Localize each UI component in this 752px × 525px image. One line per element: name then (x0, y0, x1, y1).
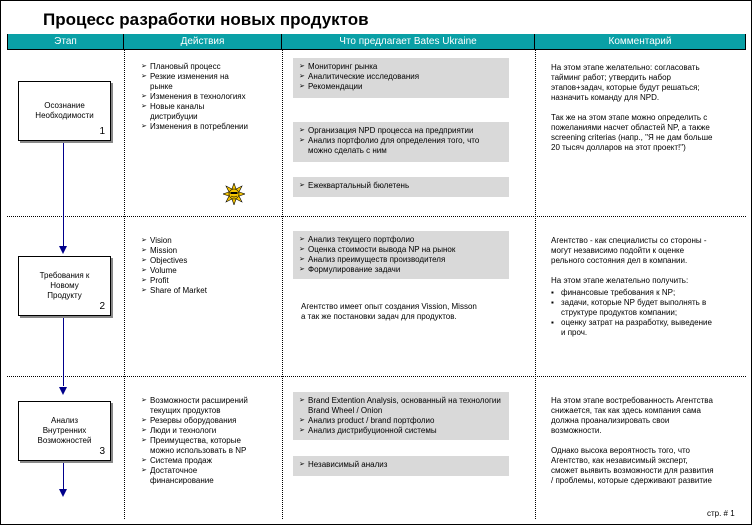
comment-text: На этом этапе желательно: согласовать тайминг работ; утвердить набор этапов+задач, которые будут решаться; назначить команду для NPD. (551, 63, 700, 102)
list-item: ➢ Анализ преимуществ производителя (299, 255, 505, 265)
actions-list-1 (141, 62, 251, 132)
header-divider (7, 49, 746, 50)
list-item: ➢ Рекомендации (299, 82, 505, 92)
offer-box (293, 392, 509, 440)
list-item: ➢ Возможности расширений текущих продуктов (141, 396, 253, 416)
actions-list-2 (141, 236, 261, 296)
comment-row-2 (551, 236, 716, 338)
comment-text: Агентство - как специалисты со стороны - могут независимо подойти к оценке рельного состояния дел в компании. (551, 236, 707, 265)
comment-row-1 (551, 63, 716, 163)
offer-box (293, 58, 509, 98)
page-number: стр. # 1 (707, 509, 735, 518)
list-item: ➢ Анализ дистрибуционной системы (299, 426, 505, 436)
comment-text: На этом этапе востребованность Агентства снижается, так как здесь компания сама должна проанализировать свои возможности. (551, 396, 713, 435)
list-item: ➢ Резервы оборудования (141, 416, 253, 426)
list-item: ➢ Система продаж (141, 456, 253, 466)
stage-label: Осознание Необходимости (35, 101, 94, 120)
list-item: ➢ Profit (141, 276, 261, 286)
list-item: ➢ Преимущества, которые можно использовать в NP (141, 436, 253, 456)
list-item: ➢ Objectives (141, 256, 261, 266)
offer-box (293, 122, 509, 162)
column-divider (535, 49, 536, 519)
comment-list (551, 288, 716, 338)
stage-box-2 (18, 256, 111, 316)
list-item: ▪ финансовые требования к NP; (551, 288, 716, 298)
stage-number: 3 (99, 446, 105, 457)
comment-text: Однако высока вероятность того, что Агентство, как независимый эксперт, сможет выявить возможности для развития / проблемы, которые сдерживают развитие (551, 446, 714, 485)
list-item: ➢ Изменения в потреблении (141, 122, 251, 132)
column-divider (124, 49, 125, 519)
list-item: ➢ Анализ product / brand портфолио (299, 416, 505, 426)
list-item: ➢ Volume (141, 266, 261, 276)
row-divider (7, 376, 746, 377)
list-item: ➢ Достаточное финансирование (141, 466, 253, 486)
list-item: ➢ Независимый анализ (299, 460, 505, 470)
comment-row-3 (551, 396, 716, 496)
list-item: ➢ Brand Extention Analysis, основанный на технологии Brand Wheel / Onion (299, 396, 505, 416)
stage-number: 2 (99, 301, 105, 312)
offer-box (293, 231, 509, 279)
header-stage: Этап (7, 34, 124, 49)
stage-label: Требования к Новому Продукту (39, 271, 90, 300)
list-item: ➢ Формулирование задачи (299, 265, 505, 275)
stage-number: 1 (99, 126, 105, 137)
list-item: ➢ Аналитические исследования (299, 72, 505, 82)
sun-icon (223, 183, 245, 205)
header-comment: Комментарий (535, 34, 746, 49)
row-divider (7, 216, 746, 217)
actions-list-3 (141, 396, 253, 486)
list-item: ➢ Mission (141, 246, 261, 256)
offer-box (293, 456, 509, 476)
page-title: Процесс разработки новых продуктов (43, 10, 369, 29)
arrow-down-icon (59, 246, 67, 254)
list-item: ➢ Организация NPD процесса на предприятии (299, 126, 505, 136)
stage-box-3 (18, 401, 111, 461)
list-item: ▪ задачи, которые NP будет выполнять в структуре продуктов компании; (551, 298, 716, 318)
comment-text: Так же на этом этапе можно определить с пожеланиями насчет областей NP, а также screening criterias (напр., "Я не дам больше 20 тысяч долларов на этот проект!") (551, 113, 713, 152)
flow-arrow-line (63, 463, 64, 489)
flow-arrow-line (63, 316, 64, 386)
list-item: ➢ Оценка стоимости вывода NP на рынок (299, 245, 505, 255)
list-item: ➢ Ежеквартальный бюлетень (299, 181, 505, 191)
list-item: ➢ Vision (141, 236, 261, 246)
stage-box-1 (18, 81, 111, 141)
header-offer: Что предлагает Bates Ukraine (282, 34, 535, 49)
stage-label: Анализ Внутренних Возможностей (37, 416, 92, 445)
list-item: ➢ Люди и технологи (141, 426, 253, 436)
arrow-down-icon (59, 387, 67, 395)
list-item: ➢ Резкие изменения на рынке (141, 72, 251, 92)
list-item: ➢ Изменения в технологиях (141, 92, 251, 102)
comment-text: На этом этапе желательно получить: (551, 276, 689, 285)
list-item: ➢ Анализ портфолио для определения того, что можно сделать с ним (299, 136, 505, 156)
list-item: ➢ Share of Market (141, 286, 261, 296)
arrow-down-icon (59, 489, 67, 497)
list-item: ➢ Плановый процесс (141, 62, 251, 72)
offer-text: Агентство имеет опыт создания Vission, Misson а так же постановки задач для продуктов. (301, 302, 477, 321)
list-item: ➢ Мониторинг рынка (299, 62, 505, 72)
header-actions: Действия (124, 34, 282, 49)
offer-box (293, 177, 509, 197)
list-item: ➢ Новые каналы дистрибуции (141, 102, 251, 122)
column-divider (282, 49, 283, 519)
list-item: ▪ оценку затрат на разработку, выведение и проч. (551, 318, 716, 338)
list-item: ➢ Анализ текущего портфолио (299, 235, 505, 245)
flow-arrow-line (63, 141, 64, 246)
